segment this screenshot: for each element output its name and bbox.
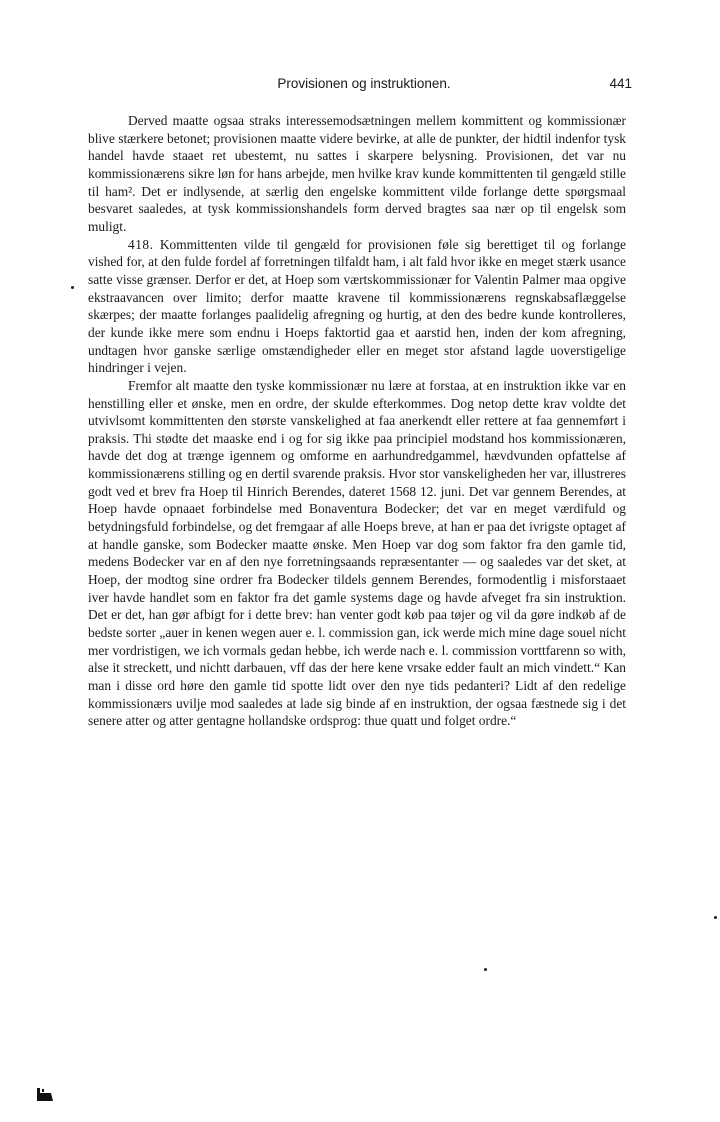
section-number: 418. — [128, 236, 154, 252]
scan-speck-left — [71, 286, 74, 289]
paragraph-1 — [88, 112, 626, 236]
body-text — [88, 112, 626, 730]
scan-speck-end — [484, 968, 487, 971]
paragraph-2 — [88, 236, 626, 377]
paragraph-2-text: Kommittenten vilde til gengæld for provisionen føle sig berettiget til og forlange vished for, at den fulde fordel af forretningen tilfaldt ham, i alt fald hvor ikke en meget stærk usance satte visse grænser. Derfor er det, at Hoep som værtskommissionær for Valentin Palmer maa opgive ekstraavancen over limito; derfor maatte kravene til kommissionærens regnskabsaflæggelse skærpes; der maatte forlanges paalidelig afregning og hurtig, at den des bedre kunde kontrolleres, der kunde ikke mere som endnu i Hoeps faktortid gaa et aarstid hen, inden der kom afregning, undtagen hvor ganske særlige omstændigheder eller en meget stor afstand lagde uoverstigelige hindringer i vejen. — [88, 236, 626, 376]
paragraph-1-text: Derved maatte ogsaa straks interessemodsætningen mellem kommittent og kommissionær blive stærkere betonet; provisionen maatte videre bevirke, at alle de punkter, der hidtil indenfor tysk handel havde staaet ret ubestemt, nu sattes i skarpere belysning. Provisionen, det var nu kommissionærens sikre løn for hans arbejde, men hvilke krav kunde kommittenten til gengæld stille til ham². Det er indlysende, at særlig den engelske kommittent vilde forlange dette spørgsmaal besvaret saaledes, at tysk kommissionshandels form derved bragtes saa nær op til engelsk som muligt. — [88, 113, 626, 234]
page-number: 441 — [609, 76, 632, 91]
paragraph-3 — [88, 377, 626, 730]
scan-speck-right — [714, 916, 717, 919]
scan-corner-mark-icon — [36, 1086, 54, 1102]
running-title: Provisionen og instruktionen. — [277, 76, 451, 91]
paragraph-3-text: Fremfor alt maatte den tyske kommissionær nu lære at forstaa, at en instruktion ikke var en henstilling eller et ønske, men en ordre, der skulde efterkommes. Dog netop dette krav voldte det utvivlsomt kommittenten den største vanskelighed at faa anerkendt eller rettere at faa gennemført i praksis. Thi stødte det maaske end i og for sig ikke paa principiel modstand hos kommissionæren, havde det dog at trænge igennem og omforme en aarhundredgammel, hævdvunden opfattelse af kommissionærens stilling og en dertil svarende praksis. Hvor stor vanskeligheden her var, illustreres godt ved et brev fra Hoep til Hinrich Berendes, dateret 1568 12. juni. Det var gennem Berendes, at Hoep havde opnaaet forbindelse med Bonaventura Bodecker; det var en meget værdifuld og betydningsfuld forbindelse, og det fremgaar af alle Hoeps breve, at han er paa det ivrigste optaget af at handle ganske, som Bodecker maatte ønske. Men Hoep var dog som faktor fra den gamle tid, medens Bodecker var en af den nye forretningsaands repræsentanter — og saaledes var det sket, at Hoep, der modtog sine ordrer fra Bodecker tildels gennem Berendes, formodentlig i misforstaaet iver havde handlet som en faktor fra det gamle systems dage og havde afveget fra sin instruktion. Det er det, han gør afbigt for i dette brev: han venter godt køb paa tøjer og vil da gøre indkøb af de bedste sorter „auer in kenen wegen auer e. l. commission gan, ick werde mich mine dage souel nicht mer vordristigen, we ich vormals gedan hebbe, ich werde nach e. l. commission vorttfarenn so with, alse it streckett, und nichtt darbauen, vff das der here kene vrsake edder fault an mich vindett.“ Kan man i disse ord høre den gamle tid spotte lidt over den nye tids pedanteri? Lidt af den redelige kommissionærs uvilje mod saaledes at lade sig binde af en instruktion, der ogsaa fæstnede sig i det senere atter og atter gentagne hollandske ordsprog: thue quatt und folget ordre.“ — [88, 377, 626, 729]
running-header — [88, 76, 640, 98]
